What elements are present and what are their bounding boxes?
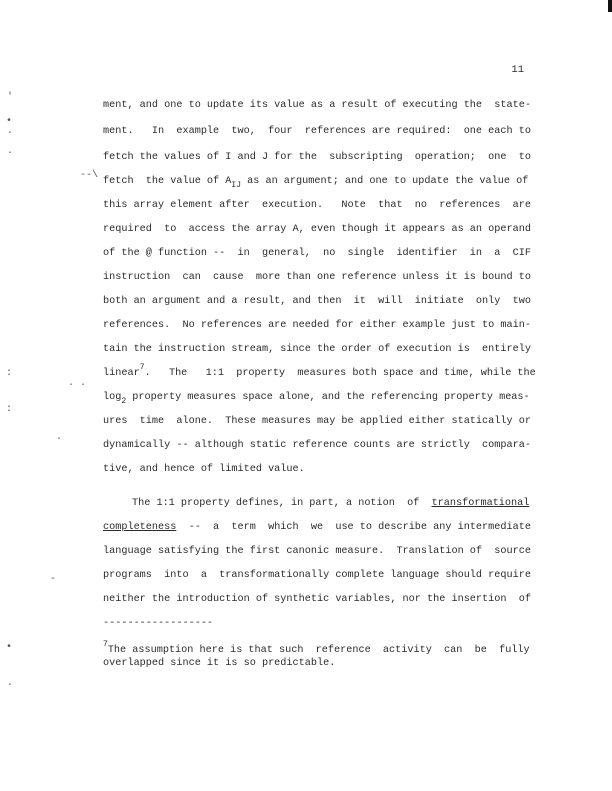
page-corner-mark [608,0,612,12]
scan-mark: · [7,148,14,159]
footnote-rule: ------------------ [103,618,214,629]
text-line [103,392,530,404]
text-span: . The 1:1 property measures both space and time, while the [144,368,536,379]
text-span: log [103,392,122,403]
text-line: fetch the values of I and J for the subscripting operation; one to [103,152,531,163]
scan-mark: . [56,432,63,443]
text-line: instruction can cause more than one reference unless it is bound to [103,272,531,283]
text-line: programs into a transformationally complete language should require [103,570,531,581]
text-span: fetch the value of A [103,176,232,187]
text-span: The assumption here is that such reference activity can be fully [107,645,530,656]
footnote-line: overlapped since it is so predictable. [103,658,336,669]
scan-mark: : [6,368,13,379]
scan-mark: - [50,574,57,585]
text-line: language satisfying the first canonic measure. Translation of source [103,546,531,557]
footnote-marker: 7 [103,640,108,649]
scan-mark: --\ [80,170,99,181]
text-line: both an argument and a result, and then it will initiate only two [103,296,531,307]
text-line [132,498,529,510]
scan-mark: · · [68,380,87,391]
text-span: The 1:1 property defines, in part, a notion of [132,498,432,509]
text-line: references. No references are needed for either example just to main- [103,320,531,331]
text-line [103,522,531,534]
text-line: ment, and one to update its value as a result of executing the state- [103,100,531,111]
footnote-line [103,640,530,657]
text-span: as an argument; and one to update the value of [241,176,529,187]
subscript: IJ [231,181,241,190]
text-line: ures time alone. These measures may be applied either statically or [103,416,531,427]
text-span: property measures space alone, and the referencing property meas- [126,392,530,403]
text-span: linear [103,368,140,379]
scan-mark: • [6,116,13,127]
text-line [103,176,528,188]
text-line: dynamically -- although static reference counts are strictly compara- [103,440,531,451]
text-line: required to access the array A, even though it appears as an operand [103,224,531,235]
scan-mark: ' [7,92,14,103]
scan-mark: · [7,680,14,691]
text-line: ment. In example two, four references are required: one each to [103,126,531,137]
scan-mark: · [7,128,14,139]
text-line: tain the instruction stream, since the order of execution is entirely [103,344,531,355]
text-span: -- a term which we use to describe any intermediate [176,522,531,533]
text-line: this array element after execution. Note that no references are [103,200,531,211]
underlined-term: transformational [431,498,530,509]
scan-mark: • [6,642,13,653]
text-line [103,363,536,380]
underlined-term: completeness [103,522,177,533]
text-line: of the @ function -- in general, no single identifier in a CIF [103,248,531,259]
subscript: 2 [121,397,127,406]
text-line: tive, and hence of limited value. [103,464,305,475]
text-line: neither the introduction of synthetic variables, nor the insertion of [103,594,531,605]
footnote-ref: 7 [139,363,145,372]
page-number: 11 [511,64,524,76]
scan-mark: : [6,404,13,415]
